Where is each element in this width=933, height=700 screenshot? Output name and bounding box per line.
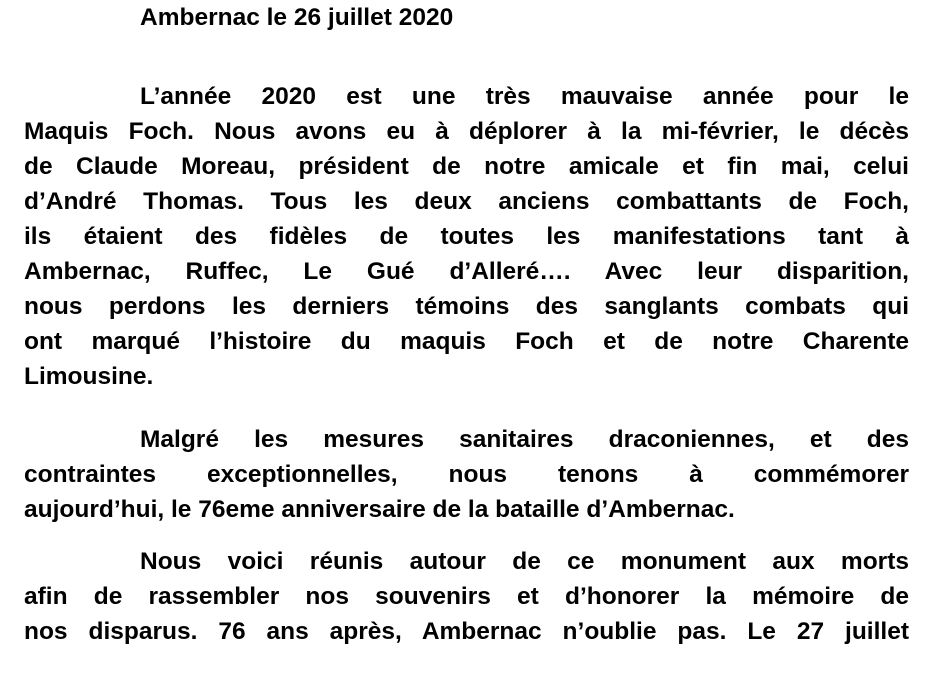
paragraph-1-line-2: Maquis Foch. Nous avons eu à déplorer à la mi-février, le décès xyxy=(24,118,909,145)
paragraph-2-line-2: contraintes exceptionnelles, nous tenons à commémorer xyxy=(24,461,909,488)
document-date-header: Ambernac le 26 juillet 2020 xyxy=(140,4,454,31)
paragraph-1-line-5: ils étaient des fidèles de toutes les manifestations tant à xyxy=(24,223,909,250)
paragraph-1-line-1: L’année 2020 est une très mauvaise année pour le xyxy=(140,83,909,110)
paragraph-3-line-1: Nous voici réunis autour de ce monument aux morts xyxy=(140,548,909,575)
paragraph-1-line-6: Ambernac, Ruffec, Le Gué d’Alleré…. Avec leur disparition, xyxy=(24,258,909,285)
paragraph-1-line-8: ont marqué l’histoire du maquis Foch et de notre Charente xyxy=(24,328,909,355)
paragraph-2-line-1: Malgré les mesures sanitaires draconiennes, et des xyxy=(140,426,909,453)
paragraph-1-line-4: d’André Thomas. Tous les deux anciens combattants de Foch, xyxy=(24,188,909,215)
paragraph-3-line-2: afin de rassembler nos souvenirs et d’honorer la mémoire de xyxy=(24,583,909,610)
paragraph-3-line-3: nos disparus. 76 ans après, Ambernac n’oublie pas. Le 27 juillet xyxy=(24,618,909,645)
paragraph-1-line-3: de Claude Moreau, président de notre amicale et fin mai, celui xyxy=(24,153,909,180)
paragraph-1-line-7: nous perdons les derniers témoins des sanglants combats qui xyxy=(24,293,909,320)
paragraph-1-line-9: Limousine. xyxy=(24,363,154,390)
paragraph-2-line-3: aujourd’hui, le 76eme anniversaire de la bataille d’Ambernac. xyxy=(24,496,735,523)
